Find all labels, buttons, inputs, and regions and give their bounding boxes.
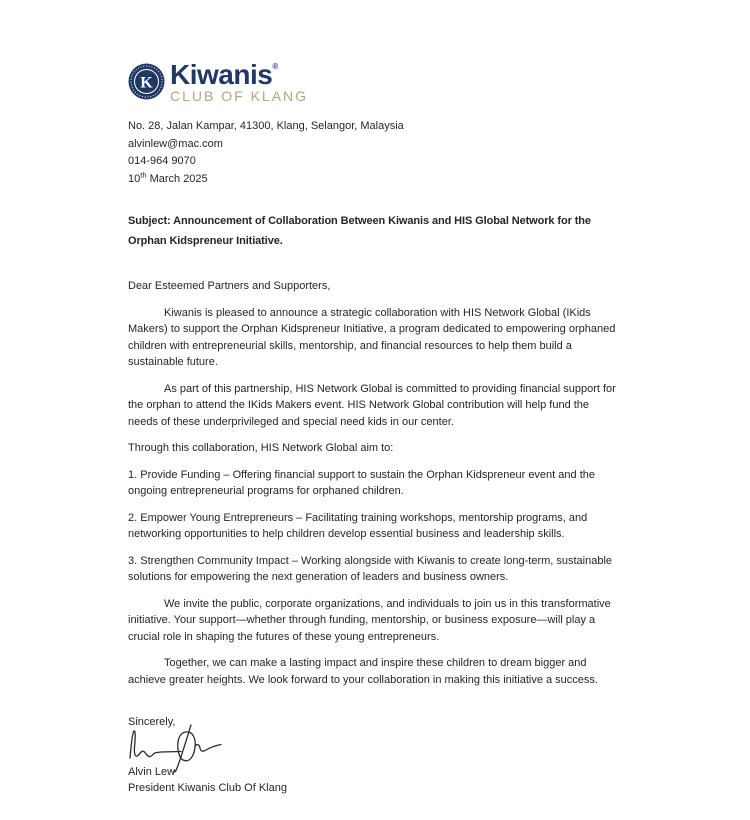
paragraph-partnership: As part of this partnership, HIS Network Global is committed to providing financial support for the orphan to attend the IKids Makers event. HIS Network Global contribution will help fund the needs of these underprivileged and special need kids in our center.	[128, 382, 616, 428]
logo-wordmark	[170, 59, 309, 104]
list-item-provide-funding: 1. Provide Funding – Offering financial support to sustain the Orphan Kidspreneur event and the ongoing entrepreneurial programs for orphaned children.	[128, 468, 595, 497]
closing-salutation: Sincerely,	[128, 716, 176, 728]
signatory-title: President Kiwanis Club Of Klang	[128, 782, 287, 794]
list-item-empower-entrepreneurs: 2. Empower Young Entrepreneurs – Facilitating training workshops, mentorship programs, and networking opportunities to help children develop essential business and leadership skills.	[128, 511, 588, 540]
sender-info	[128, 118, 622, 188]
sender-phone: 014-964 9070	[128, 155, 196, 167]
date-ordinal: th	[140, 169, 147, 179]
logo-brand-text	[170, 59, 308, 90]
letter-date	[128, 171, 622, 189]
list-intro: Through this collaboration, HIS Network Global aim to:	[128, 442, 394, 454]
signature-block	[128, 714, 622, 797]
paragraph-closing-remarks: Together, we can make a lasting impact and inspire these children to dream bigger and achieve greater heights. We look forward to your collaboration in making this initiative a success.	[128, 657, 598, 686]
subject-line: Subject: Announcement of Collaboration Between Kiwanis and HIS Global Network for the Orphan Kidspreneur Initiative.	[128, 215, 591, 247]
sender-address: No. 28, Jalan Kampar, 41300, Klang, Selangor, Malaysia	[128, 120, 404, 132]
paragraph-announcement: Kiwanis is pleased to announce a strategic collaboration with HIS Network Global (IKids Makers) to support the Orphan Kidspreneur Initiative, a program dedicated to empowering orphaned children with entrepreneurial skills, mentorship, and financial resources to help them build a sustainable future.	[128, 306, 616, 368]
date-day: 10	[128, 172, 141, 185]
emblem-letter: K	[140, 74, 153, 92]
kiwanis-logo	[128, 59, 622, 104]
salutation: Dear Esteemed Partners and Supporters,	[128, 280, 331, 292]
kiwanis-emblem-icon	[128, 63, 165, 100]
signatory-name: Alvin Lew	[128, 765, 176, 778]
date-rest: March 2025	[146, 172, 208, 185]
paragraph-invitation: We invite the public, corporate organizations, and individuals to join us in this transformative initiative. Your support—whether through funding, mentorship, or business exposure—will play a crucial role in shaping the futures of these young entrepreneurs.	[128, 597, 611, 643]
sender-email: alvinlew@mac.com	[128, 137, 223, 150]
list-item-community-impact: 3. Strengthen Community Impact – Working alongside with Kiwanis to create long-term, sustainable solutions for empowering the next generation of leaders and business owners.	[128, 554, 613, 583]
logo-trademark: ®	[272, 62, 278, 71]
logo-subtitle: CLUB OF KLANG	[170, 88, 309, 104]
logo-brand-word: Kiwanis	[170, 59, 273, 90]
